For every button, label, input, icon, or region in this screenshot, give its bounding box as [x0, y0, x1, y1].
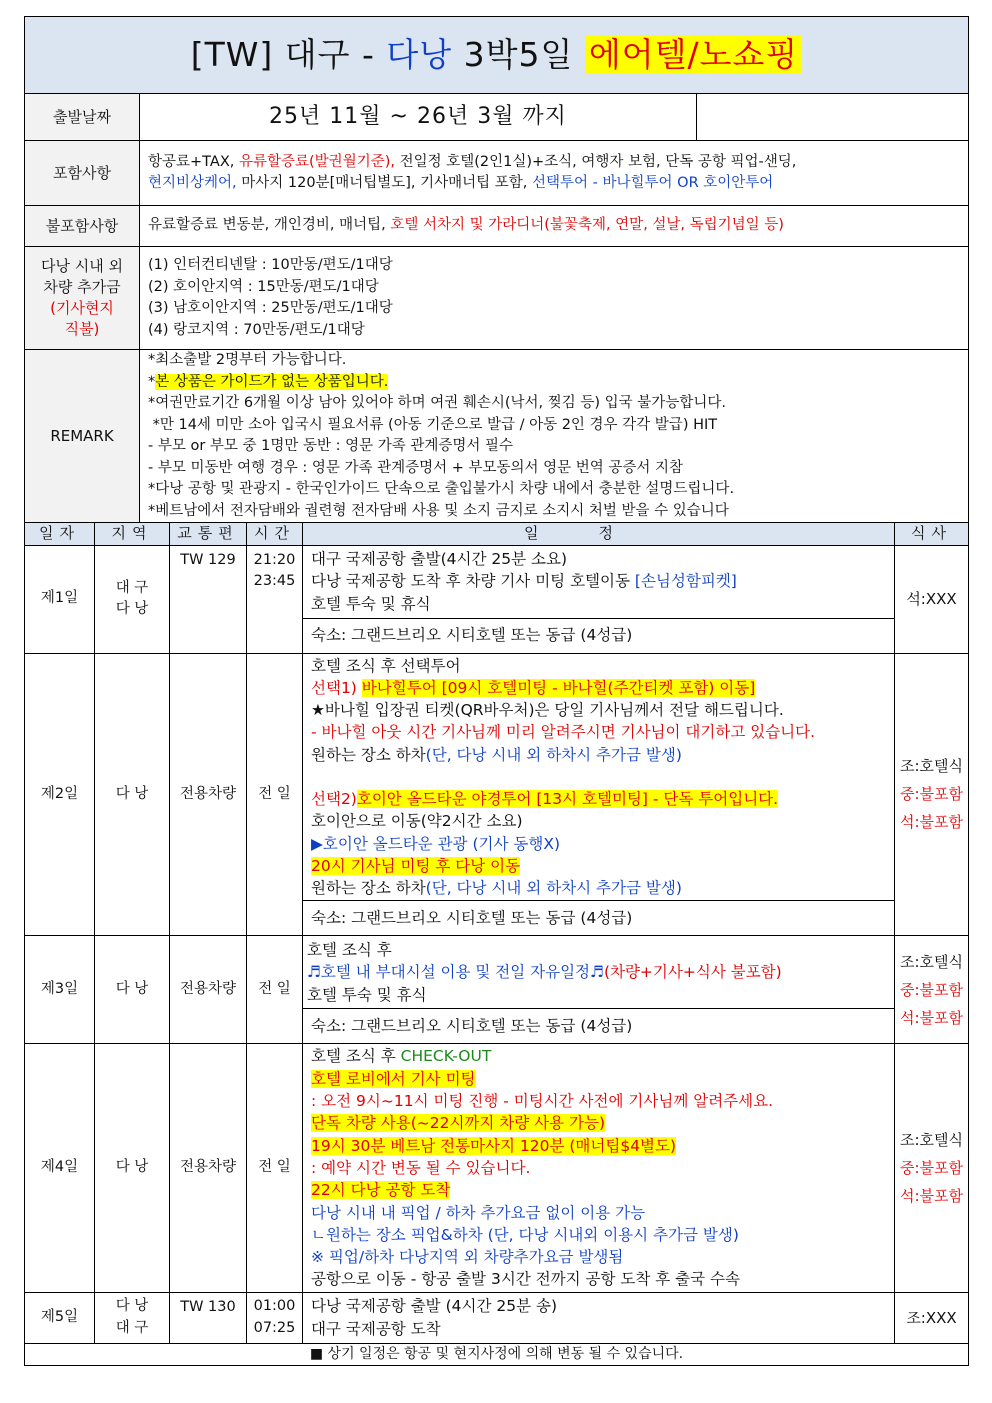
- included-value: 항공료+TAX, 유류할증료(발권월기준), 전일정 호텔(2인1실)+조식, 여행자 보험, 단독 공항 픽업-샌딩, 현지비상케어, 마사지 120분[매너팁별도], 기사매너팁 포함, 선택투어 - 바나힐투어 OR 호이안투어: [140, 141, 969, 206]
- day-meals: 조:호텔식 중:불포함 석:불포함: [895, 653, 969, 936]
- title-destination: 다낭: [386, 35, 453, 75]
- list-item: (3) 남호이안지역 : 25만동/편도/1대당: [148, 300, 393, 316]
- day-label: 제4일: [25, 1044, 95, 1292]
- col-meal: 식사: [895, 523, 969, 546]
- remark-list: *최소출발 2명부터 가능합니다. *본 상품은 가이드가 없는 상품입니다. *여권만료기간 6개월 이상 남아 있어야 하며 여권 훼손시(낙서, 찢김 등) 입국 불가능합니다. *만 14세 미만 소아 입국시 필요서류 (아동 기준으로 발급 / 아동 2인 경우 각각 발급) HIT - 부모 or 부모 중 1명만 동반 : 영문 가족 관계증명서 필수 - 부모 미동반 여행 경우 : 영문 가족 관계증명서 + 부모동의서 영문 번역 공증서 지참 *다낭 공항 및 관광지 - 한국인가이드 단속으로 출입불가시 차량 내에서 충분한 설명드립니다. *베트남에서 전자담배와 궐련형 전자담배 사용 및 소지 금지로 소지시 처벌 받을 수 있습니다: [140, 350, 969, 523]
- itinerary-sheet: [24, 16, 968, 1366]
- list-item: (4) 랑코지역 : 70만동/편도/1대당: [148, 321, 365, 338]
- day-time: 전 일: [247, 936, 303, 1044]
- day-schedule: 다낭 국제공항 출발 (4시간 25분 송) 대구 국제공항 도착: [303, 1292, 895, 1343]
- col-day: 일자: [25, 523, 95, 546]
- excluded-label: 불포함사항: [25, 206, 140, 247]
- day-meals: 조:XXX: [895, 1292, 969, 1343]
- day-time: 01:00 07:25: [247, 1292, 303, 1343]
- title-highlight: 에어텔/노쇼핑: [585, 35, 802, 74]
- day-schedule: 호텔 조식 후 CHECK-OUT 호텔 로비에서 기사 미팅 : 오전 9시~11시 미팅 진행 - 미팅시간 사전에 기사님께 알려주세요. 단독 차량 사용(~22시까지 차량 사용 가능) 19시 30분 베트남 전통마사지 120분 (매너팁$4별도) : 예약 시간 변동 될 수 있습니다. 22시 다낭 공항 도착 다낭 시내 내 픽업 / 하차 추가요금 없이 이용 가능 ㄴ원하는 장소 픽업&하차 (단, 다낭 시내외 이용시 추가금 발생) ※ 픽업/하차 다낭지역 외 차량추가요금 발생됨 공항으로 이동 - 항공 출발 3시간 전까지 공항 도착 후 출국 수속: [303, 1044, 895, 1292]
- day-hotel: 숙소: 그랜드브리오 시티호텔 또는 동급 (4성급): [303, 901, 895, 936]
- title-duration: 3박5일: [452, 35, 585, 75]
- col-time: 시간: [247, 523, 303, 546]
- remark-label: REMARK: [25, 350, 140, 523]
- extra-fee-label: 다낭 시내 외 차량 추가금 (기사현지 직불): [25, 247, 140, 350]
- day-label: 제2일: [25, 653, 95, 936]
- schedule-table: [24, 522, 969, 1366]
- day-region: 다 낭: [95, 1044, 170, 1292]
- col-transport: 교통편: [170, 523, 247, 546]
- day-label: 제3일: [25, 936, 95, 1044]
- day-label: 제5일: [25, 1292, 95, 1343]
- info-table: [24, 16, 969, 523]
- day-transport: 전용차량: [170, 653, 247, 936]
- day-region: 다 낭 대 구: [95, 1292, 170, 1343]
- col-itinerary: 일정: [303, 523, 895, 546]
- list-item: (2) 호이안지역 : 15만동/편도/1대당: [148, 278, 379, 295]
- departure-blank: [697, 94, 969, 141]
- day-hotel: 숙소: 그랜드브리오 시티호텔 또는 동급 (4성급): [303, 618, 895, 653]
- day-meals: 조:호텔식 중:불포함 석:불포함: [895, 1044, 969, 1292]
- departure-value: 25년 11월 ~ 26년 3월 까지: [140, 94, 697, 141]
- included-label: 포함사항: [25, 141, 140, 206]
- day-schedule: 호텔 조식 후 ♬호텔 내 부대시설 이용 및 전일 자유일정♬(차량+기사+식사 불포함) 호텔 투숙 및 휴식: [303, 936, 895, 1009]
- day-meals: 조:호텔식 중:불포함 석:불포함: [895, 936, 969, 1044]
- page-title: [25, 17, 969, 94]
- day-region: 다 낭: [95, 936, 170, 1044]
- day-time: 전 일: [247, 1044, 303, 1292]
- day-transport: TW 130: [170, 1292, 247, 1343]
- departure-label: 출발날짜: [25, 94, 140, 141]
- list-item: (1) 인터컨티넨탈 : 10만동/편도/1대당: [148, 257, 393, 273]
- day-hotel: 숙소: 그랜드브리오 시티호텔 또는 동급 (4성급): [303, 1009, 895, 1044]
- day-region: 대 구 다 낭: [95, 545, 170, 653]
- excluded-value: 유료할증료 변동분, 개인경비, 매너팁, 호텔 서차지 및 가라디너(불꽃축제, 연말, 설날, 독립기념일 등): [140, 206, 969, 247]
- day-label: 제1일: [25, 545, 95, 653]
- col-region: 지역: [95, 523, 170, 546]
- title-prefix: [TW] 대구 -: [190, 35, 387, 75]
- day-schedule: 호텔 조식 후 선택투어 선택1) 바나힐투어 [09시 호텔미팅 - 바나힐(주간티켓 포함) 이동] ★바나힐 입장권 티켓(QR바우처)은 당일 기사님께서 전달 해드립니다. - 바나힐 아웃 시간 기사님께 미리 알려주시면 기사님이 대기하고 있습니다. 원하는 장소 하차(단, 다낭 시내 외 하차시 추가금 발생) 선택2)호이안 올드타운 야경투어 [13시 호텔미팅] - 단독 투어입니다. 호이안으로 이동(약2시간 소요) ▶호이안 올드타운 관광 (기사 동행X) 20시 기사님 미팅 후 다낭 이동 원하는 장소 하차(단, 다낭 시내 외 하차시 추가금 발생): [303, 653, 895, 901]
- day-time: 21:20 23:45: [247, 545, 303, 653]
- day-schedule: 대구 국제공항 출발(4시간 25분 소요) 다낭 국제공항 도착 후 차량 기사 미팅 호텔이동 [손님성함피켓] 호텔 투숙 및 휴식: [303, 545, 895, 618]
- day-time: 전 일: [247, 653, 303, 936]
- day-region: 다 낭: [95, 653, 170, 936]
- day-meals: 석:XXX: [895, 545, 969, 653]
- day-transport: 전용차량: [170, 1044, 247, 1292]
- day-transport: TW 129: [170, 545, 247, 653]
- day-transport: 전용차량: [170, 936, 247, 1044]
- extra-fee-list: [140, 247, 969, 350]
- footer-note: ■ 상기 일정은 항공 및 현지사정에 의해 변동 될 수 있습니다.: [25, 1343, 969, 1366]
